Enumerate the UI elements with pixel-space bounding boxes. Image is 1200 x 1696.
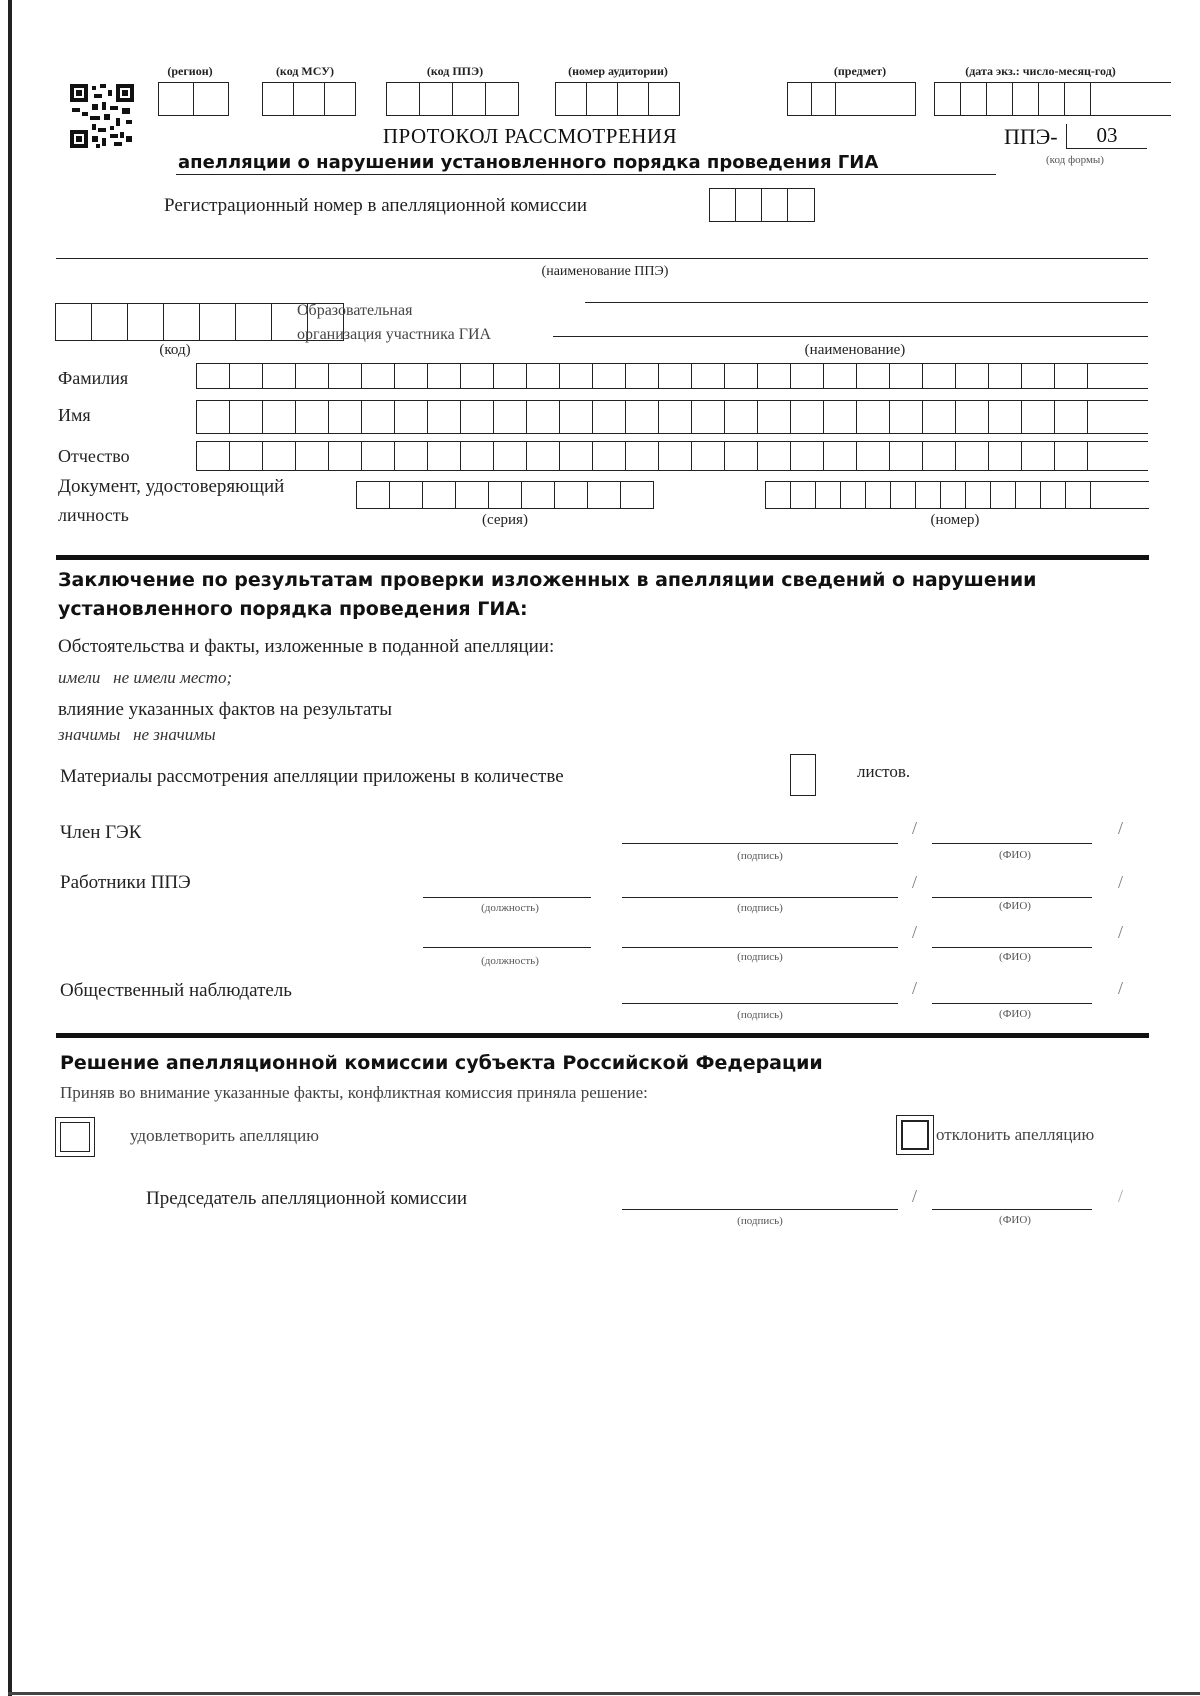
section-divider-conclusion: [56, 555, 1149, 560]
ppe-name-label: (наименование ППЭ): [541, 264, 669, 279]
name-boxes[interactable]: [196, 400, 1148, 434]
worker2-signature-line[interactable]: [622, 947, 898, 948]
exam-date-boxes[interactable]: [934, 82, 1171, 116]
organization-label-line2: организация участника ГИА: [297, 326, 492, 343]
worker2-signature-label: (подпись): [737, 951, 783, 963]
reject-appeal-checkbox[interactable]: [896, 1115, 934, 1155]
scan-left-edge: [8, 0, 12, 1696]
form-code-label: (код формы): [1046, 154, 1104, 166]
observer-label: Общественный наблюдатель: [60, 980, 292, 1001]
worker2-fio-line[interactable]: [932, 947, 1092, 948]
gek-fio-line[interactable]: [932, 843, 1092, 844]
materials-text: Материалы рассмотрения апелляции приложены в количестве: [60, 766, 564, 787]
observer-slash-2: /: [1118, 978, 1124, 998]
region-label: (регион): [167, 64, 213, 78]
ppe-name-line[interactable]: [56, 258, 1148, 259]
room-number-label: (номер аудитории): [568, 64, 668, 78]
region-boxes[interactable]: [158, 82, 229, 116]
worker2-slash-2: /: [1118, 922, 1124, 942]
exam-date-label: (дата экз.: число-месяц-год): [965, 64, 1116, 78]
gek-slash-2: /: [1118, 818, 1124, 838]
chairman-label: Председатель апелляционной комиссии: [146, 1188, 468, 1209]
facts-text: Обстоятельства и факты, изложенные в поданной апелляции:: [58, 636, 555, 657]
surname-boxes[interactable]: [196, 363, 1148, 389]
worker2-fio-label: (ФИО): [999, 951, 1031, 963]
observer-fio-line[interactable]: [932, 1003, 1092, 1004]
observer-slash-1: /: [912, 978, 918, 998]
organization-name-label: (наименование): [804, 342, 906, 358]
worker1-signature-line[interactable]: [622, 897, 898, 898]
document-number-label: (номер): [930, 512, 980, 528]
worker1-position-label: (должность): [481, 902, 539, 914]
observer-signature-line[interactable]: [622, 1003, 898, 1004]
registration-number-boxes[interactable]: [709, 188, 815, 222]
gek-signature-line[interactable]: [622, 843, 898, 844]
page-subtitle: апелляции о нарушении установленного порядка проведения ГИА: [178, 152, 879, 173]
document-label-line1: Документ, удостоверяющий: [58, 476, 285, 497]
registration-label: Регистрационный номер в апелляционной комиссии: [164, 195, 588, 216]
ppe-code-label: (код ППЭ): [426, 64, 484, 78]
form-code-prefix: ППЭ-: [1004, 124, 1058, 149]
organization-name-line1[interactable]: [585, 302, 1148, 303]
worker2-slash-1: /: [912, 922, 918, 942]
document-series-boxes[interactable]: [356, 481, 654, 509]
sheets-label: листов.: [857, 762, 911, 781]
surname-label: Фамилия: [58, 368, 129, 388]
observer-signature-label: (подпись): [737, 1009, 783, 1021]
title-underline: [176, 174, 996, 175]
observer-fio-label: (ФИО): [999, 1008, 1031, 1020]
subject-boxes[interactable]: [787, 82, 916, 116]
decision-intro: Приняв во внимание указанные факты, конфликтная комиссия приняла решение:: [60, 1083, 648, 1102]
chairman-slash-1: /: [912, 1186, 918, 1206]
chairman-slash-2: /: [1118, 1186, 1124, 1206]
sheets-count-box[interactable]: [790, 754, 816, 796]
page-title: ПРОТОКОЛ РАССМОТРЕНИЯ: [382, 124, 678, 148]
scan-bottom-edge: [8, 1692, 1200, 1695]
worker1-slash-2: /: [1118, 872, 1124, 892]
chairman-signature-label: (подпись): [737, 1215, 783, 1227]
worker1-signature-label: (подпись): [737, 902, 783, 914]
worker1-fio-line[interactable]: [932, 897, 1092, 898]
worker1-position-line[interactable]: [423, 897, 591, 898]
chairman-signature-line[interactable]: [622, 1209, 898, 1210]
chairman-fio-line[interactable]: [932, 1209, 1092, 1210]
msu-code-label: (код МСУ): [275, 64, 335, 78]
accept-appeal-checkbox[interactable]: [55, 1117, 95, 1157]
reject-appeal-label: отклонить апелляцию: [936, 1125, 1095, 1144]
document-label-line2: личность: [58, 505, 129, 525]
influence-text: влияние указанных фактов на результаты: [58, 699, 393, 720]
facts-options[interactable]: имели не имели место;: [58, 668, 233, 687]
subject-label: (предмет): [833, 64, 887, 78]
worker2-position-line[interactable]: [423, 947, 591, 948]
patronymic-label: Отчество: [58, 446, 130, 466]
conclusion-heading-line1: Заключение по результатам проверки изложенных в апелляции сведений о нарушении: [58, 569, 1037, 591]
msu-code-boxes[interactable]: [262, 82, 356, 116]
document-number-boxes[interactable]: [765, 481, 1149, 509]
section-divider-decision: [56, 1033, 1149, 1038]
worker1-fio-label: (ФИО): [999, 900, 1031, 912]
influence-options[interactable]: значимы не значимы: [58, 725, 216, 744]
name-label: Имя: [58, 405, 91, 425]
gek-slash-1: /: [912, 818, 918, 838]
form-code-value: 03: [1096, 123, 1118, 147]
ppe-workers-label: Работники ППЭ: [60, 872, 191, 893]
room-number-boxes[interactable]: [555, 82, 680, 116]
document-series-label: (серия): [482, 512, 528, 528]
conclusion-heading-line2: установленного порядка проведения ГИА:: [58, 598, 528, 620]
form-code-box: [1066, 124, 1147, 149]
accept-appeal-label: удовлетворить апелляцию: [130, 1126, 319, 1145]
organization-label-line1: Образовательная: [297, 302, 413, 319]
chairman-fio-label: (ФИО): [999, 1214, 1031, 1226]
organization-code-label: (код): [159, 342, 191, 358]
qr-code-icon: [70, 84, 134, 148]
gek-member-label: Член ГЭК: [60, 822, 142, 843]
decision-heading: Решение апелляционной комиссии субъекта Российской Федерации: [60, 1052, 823, 1074]
patronymic-boxes[interactable]: [196, 441, 1148, 471]
worker2-position-label: (должность): [481, 955, 539, 967]
gek-fio-label: (ФИО): [999, 849, 1031, 861]
ppe-code-boxes[interactable]: [386, 82, 519, 116]
worker1-slash-1: /: [912, 872, 918, 892]
gek-signature-label: (подпись): [737, 850, 783, 862]
organization-name-line2[interactable]: [553, 336, 1148, 337]
